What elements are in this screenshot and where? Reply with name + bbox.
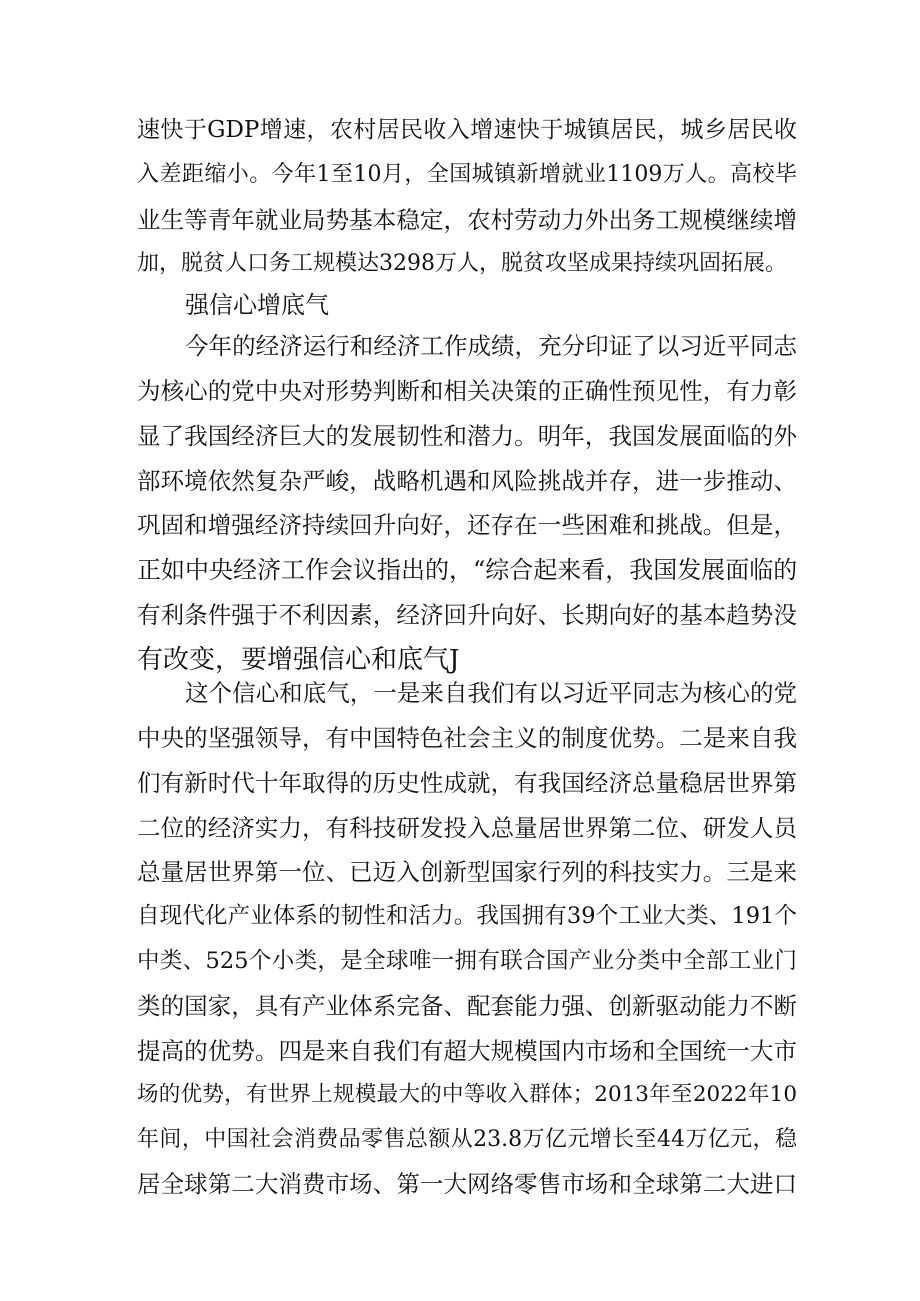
section-heading: 强信心增底气 xyxy=(185,291,329,319)
paragraph-3-line-5: 总量居世界第一位、已迈入创新型国家行列的科技实力。三是来 xyxy=(137,858,797,886)
paragraph-1-line-1: 速快于GDP增速，农村居民收入增速快于城镇居民，城乡居民收 xyxy=(137,117,797,143)
paragraph-3-line-4: 二位的经济实力，有科技研发投入总量居世界第二位、研发人员 xyxy=(137,814,797,842)
paragraph-2-line-5: 巩固和增强经济持续回升向好，还存在一些困难和挑战。但是， xyxy=(137,511,797,539)
paragraph-1-line-2: 入差距缩小。今年1至10月，全国城镇新增就业1109万人。高校毕 xyxy=(137,162,797,187)
paragraph-2-line-1: 今年的经济运行和经济工作成绩，充分印证了以习近平同志 xyxy=(185,332,797,360)
paragraph-3-line-12: 居全球第二大消费市场、第一大网络零售市场和全球第二大进口 xyxy=(137,1170,797,1198)
paragraph-2-line-7: 有利条件强于不利因素，经济回升向好、长期向好的基本趋势没 xyxy=(137,601,797,629)
paragraph-1-line-4: 加，脱贫人口务工规模达3298万人，脱贫攻坚成果持续巩固拓展。 xyxy=(137,251,787,276)
paragraph-3-line-8: 类的国家，具有产业体系完备、配套能力强、创新驱动能力不断 xyxy=(137,992,797,1020)
paragraph-3-line-9: 提高的优势。四是来自我们有超大规模国内市场和全国统一大市 xyxy=(137,1037,797,1065)
paragraph-3-line-10: 场的优势，有世界上规模最大的中等收入群体；2013年至2022年10 xyxy=(137,1082,797,1107)
paragraph-3-line-11: 年间，中国社会消费品零售总额从23.8万亿元增长至44万亿元，稳 xyxy=(137,1127,797,1152)
paragraph-1-line-3: 业生等青年就业局势基本稳定，农村劳动力外出务工规模继续增 xyxy=(137,206,797,234)
paragraph-2-line-3: 显了我国经济巨大的发展韧性和潜力。明年，我国发展面临的外 xyxy=(137,422,797,450)
paragraph-2-line-6: 正如中央经济工作会议指出的，“综合起来看，我国发展面临的 xyxy=(137,556,798,584)
paragraph-3-line-6: 自现代化产业体系的韧性和活力。我国拥有39个工业大类、191个 xyxy=(137,903,797,929)
paragraph-2-line-2: 为核心的党中央对形势判断和相关决策的正确性预见性，有力彰 xyxy=(137,377,797,405)
paragraph-2-line-4: 部环境依然复杂严峻，战略机遇和风险挑战并存，进一步推动、 xyxy=(137,467,797,495)
paragraph-3-line-2: 中央的坚强领导，有中国特色社会主义的制度优势。二是来自我 xyxy=(137,724,797,752)
paragraph-3-line-7: 中类、525个小类，是全球唯一拥有联合国产业分类中全部工业门 xyxy=(137,948,797,974)
paragraph-2-line-8: 有改变，要增强信心和底气J xyxy=(137,645,460,675)
paragraph-3-line-3: 们有新时代十年取得的历史性成就，有我国经济总量稳居世界第 xyxy=(137,769,797,797)
paragraph-3-line-1: 这个信心和底气，一是来自我们有以习近平同志为核心的党 xyxy=(185,679,797,707)
